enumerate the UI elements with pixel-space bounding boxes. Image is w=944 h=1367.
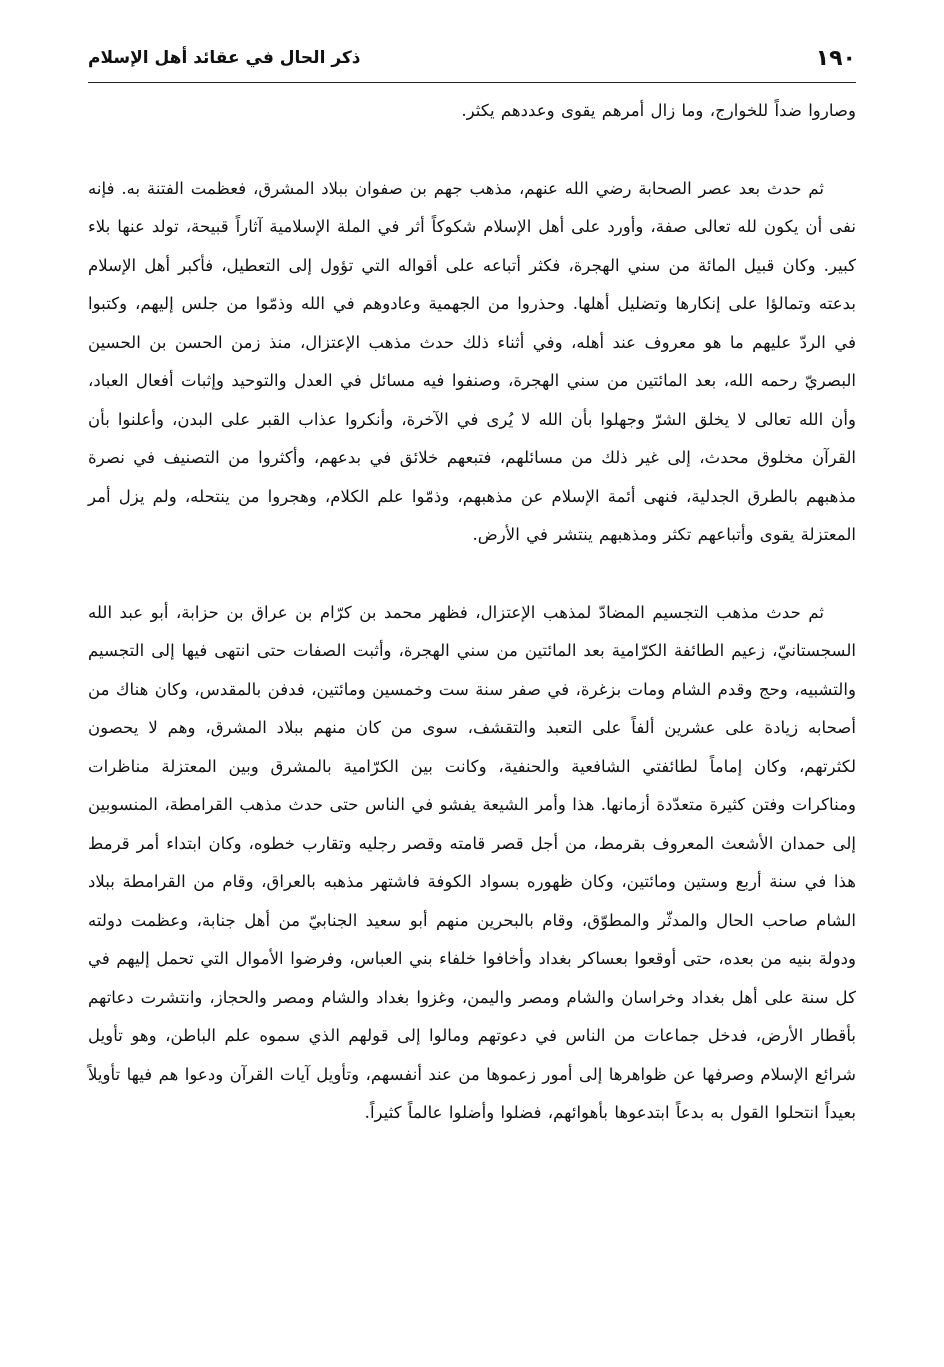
paragraph-jahm-mutazila: ثم حدث بعد عصر الصحابة رضي الله عنهم، مذهب جهم بن صفوان ببلاد المشرق، فعظمت الفتنة به. فإنه نفى أن يكون لله تعالى صفة، وأورد على أهل الإسلام شكوكاً أثر في الملة الإسلامية آثاراً قبيحة، تولد عنها بلاء كبير. وكان قبيل المائة من سني الهجرة، فكثر أتباعه على أقواله التي تؤول إلى التعطيل، فأكبر أهل الإسلام بدعته وتمالؤا على إنكارها وتضليل أهلها. وحذروا من الجهمية وعادوهم في الله وذمّوا من جلس إليهم، وكتبوا في الردّ عليهم ما هو معروف عند أهله، وفي أثناء ذلك حدث مذهب الإعتزال، منذ زمن الحسن بن الحسين البصريّ رحمه الله، بعد المائتين من سني الهجرة، وصنفوا فيه مسائل في العدل والتوحيد وإثبات أفعال العباد، وأن الله تعالى لا يخلق الشرّ وجهلوا بأن الله لا يُرى في الآخرة، وأنكروا عذاب القبر على البدن، وأعلنوا بأن القرآن مخلوق محدث، إلى غير ذلك من مسائلهم، فتبعهم خلائق في بدعهم، وأكثروا من التصنيف في نصرة مذهبهم بالطرق الجدلية، فنهى أئمة الإسلام عن مذهبهم، وذمّوا علم الكلام، وهجروا من ينتحله، ولم يزل أمر المعتزلة يقوى وأتباعهم تكثر ومذهبهم ينتشر في الأرض. [88, 178, 856, 544]
paragraph-karramiyya-qaramita: ثم حدث مذهب التجسيم المضادّ لمذهب الإعتزال، فظهر محمد بن كرّام بن عراق بن حزابة، أبو عبد الله السجستانيّ، زعيم الطائفة الكرّامية بعد المائتين من سني الهجرة، وأثبت الصفات حتى انتهى فيها إلى التجسيم والتشبيه، وحج وقدم الشام ومات بزغرة، في صفر سنة ست وخمسين ومائتين، فدفن بالمقدس، وكان هناك من أصحابه زيادة على عشرين ألفاً على التعبد والتقشف، سوى من كان منهم ببلاد المشرق، وهم لا يحصون لكثرتهم، وكان إماماً لطائفتي الشافعية والحنفية، وكانت بين الكرّامية بالمشرق وبين المعتزلة مناظرات ومناكرات وفتن كثيرة متعدّدة أزمانها. هذا وأمر الشيعة يفشو في الناس حتى حدث مذهب القرامطة، المنسوبين إلى حمدان الأشعث المعروف بقرمط، من أجل قصر قامته وقصر رجليه وتقارب خطوه، وكان ابتداء أمر قرمط هذا في سنة أربع وستين ومائتين، وكان ظهوره بسواد الكوفة فاشتهر مذهبه بالعراق، وقام من القرامطة ببلاد الشام صاحب الحال والمدثّر والمطوّق، وقام بالبحرين منهم أبو سعيد الجنابيّ من أهل جنابة، وعظمت دولته ودولة بنيه من بعده، حتى أوقعوا بعساكر بغداد وأخافوا خلفاء بني العباس، وفرضوا الأموال التي تحمل إليهم في كل سنة على أهل بغداد وخراسان والشام ومصر واليمن، وغزوا بغداد والشام ومصر والحجاز، وانتشرت دعاتهم بأقطار الأرض، فدخل جماعات من الناس في دعوتهم ومالوا إلى قولهم الذي سموه علم الباطن، وهو تأويل شرائع الإسلام وصرفها عن ظواهرها إلى أمور زعموها من عند أنفسهم، وتأويل آيات القرآن ودعوا هم فيها تأويلاً بعيداً انتحلوا القول به بدعاً ابتدعوها بأهوائهم، فضلوا وأضلوا عالماً كثيراً. [88, 602, 856, 1122]
paragraph-continuation: وصاروا ضداً للخوارج، وما زال أمرهم يقوى وعددهم يكثر. [461, 101, 856, 120]
running-title: ذكر الحال في عقائد أهل الإسلام [88, 48, 361, 68]
page-header [88, 34, 856, 83]
page-number: ١٩٠ [815, 45, 856, 71]
page-body [88, 92, 856, 1133]
